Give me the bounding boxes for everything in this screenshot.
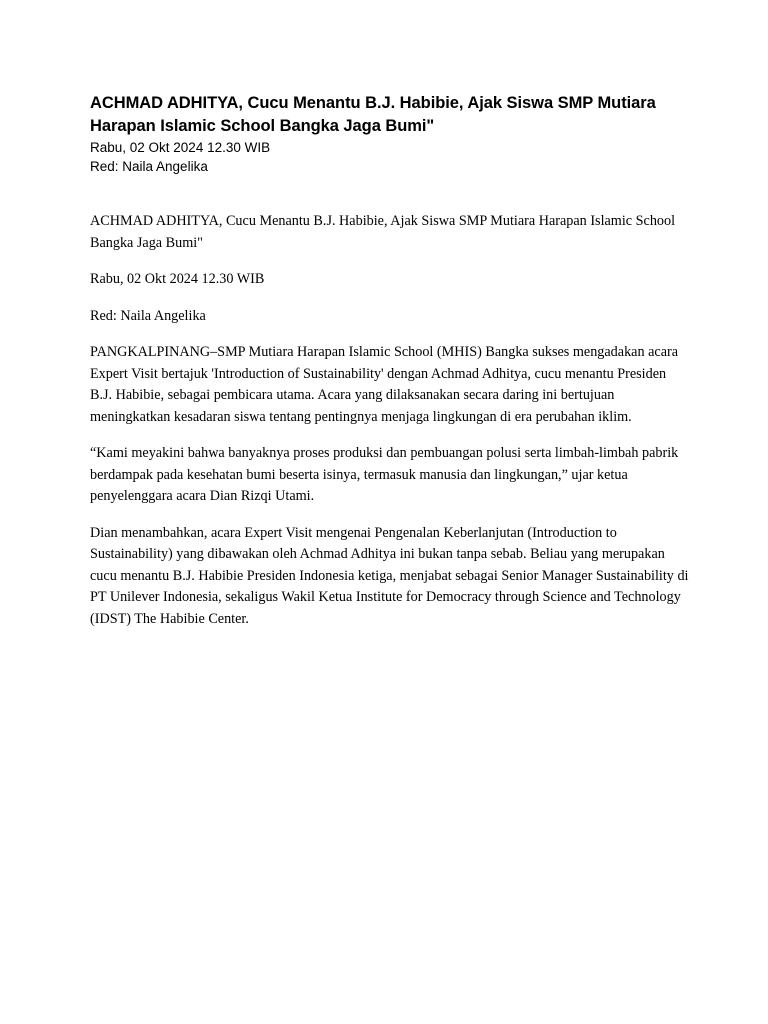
- document-page: [90, 92, 690, 645]
- body-paragraph: Dian menambahkan, acara Expert Visit mengenai Pengenalan Keberlanjutan (Introduction to Sustainability) yang dibawakan oleh Achmad Adhitya ini bukan tanpa sebab. Beliau yang merupakan cucu menantu B.J. Habibie Presiden Indonesia ketiga, menjabat sebagai Senior Manager Sustainability di PT Unilever Indonesia, sekaligus Wakil Ketua Institute for Democracy through Science and Technology (IDST) The Habibie Center.: [90, 524, 689, 627]
- body-paragraph: “Kami meyakini bahwa banyaknya proses produksi dan pembuangan polusi serta limbah-limbah pabrik berdampak pada kesehatan bumi beserta isinya, termasuk manusia dan lingkungan,” ujar ketua penyelenggara acara Dian Rizqi Utami.: [90, 445, 679, 504]
- article-body: [90, 211, 690, 630]
- body-editor: Red: Naila Angelika: [90, 307, 206, 324]
- body-title: ACHMAD ADHITYA, Cucu Menantu B.J. Habibie, Ajak Siswa SMP Mutiara Harapan Islamic School Bangka Jaga Bumi": [90, 213, 676, 251]
- article-date: Rabu, 02 Okt 2024 12.30 WIB: [90, 140, 271, 155]
- article-editor: Red: Naila Angelika: [90, 159, 208, 174]
- body-paragraph: PANGKALPINANG–SMP Mutiara Harapan Islamic School (MHIS) Bangka sukses mengadakan acara Expert Visit bertajuk 'Introduction of Sustainability' dengan Achmad Adhitya, cucu menantu Presiden B.J. Habibie, sebagai pembicara utama. Acara yang dilaksanakan secara daring ini bertujuan meningkatkan kesadaran siswa tentang pentingnya menjaga lingkungan di era perubahan iklim.: [90, 344, 679, 425]
- article-header: [90, 92, 690, 176]
- body-date: Rabu, 02 Okt 2024 12.30 WIB: [90, 271, 265, 287]
- article-title: ACHMAD ADHITYA, Cucu Menantu B.J. Habibie, Ajak Siswa SMP Mutiara Harapan Islamic School Bangka Jaga Bumi": [90, 94, 656, 135]
